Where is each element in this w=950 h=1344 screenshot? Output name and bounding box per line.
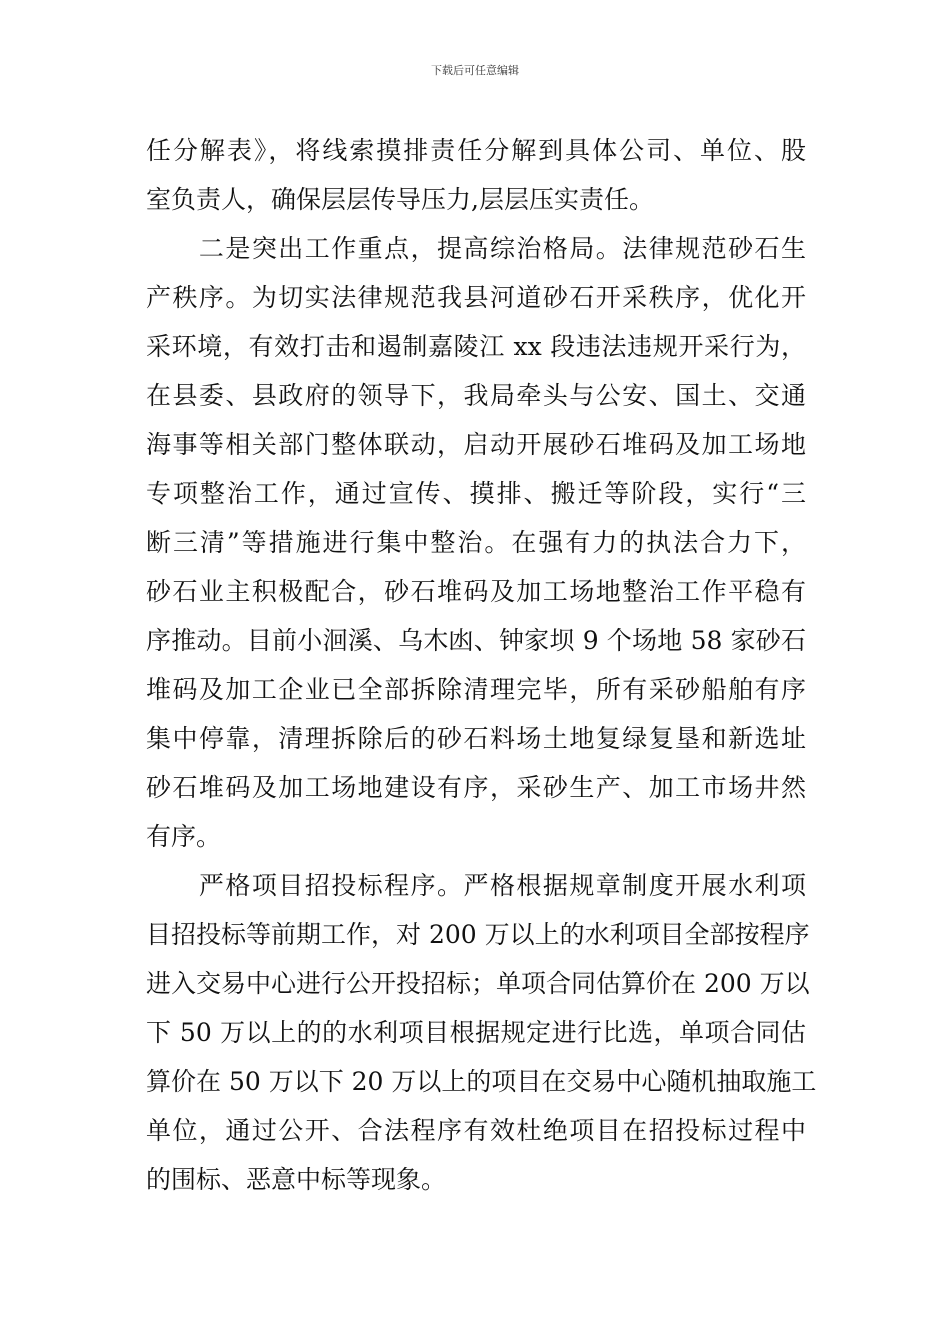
text-line: 二是突出工作重点，提高综治格局。法律规范砂石生: [146, 234, 806, 263]
text-line: 任分解表》，将线索摸排责任分解到具体公司、单位、股: [146, 136, 806, 165]
text-line: 在县委、县政府的领导下，我局牵头与公安、国土、交通: [146, 381, 806, 410]
text-line: 室负责人，确保层层传导压力,层层压实责任。: [146, 185, 654, 214]
text-line: 采环境，有效打击和遏制嘉陵江 xx 段违法违规开采行为，: [146, 332, 806, 361]
text-line: 海事等相关部门整体联动，启动开展砂石堆码及加工场地: [146, 430, 806, 459]
text-line: 集中停靠，清理拆除后的砂石料场土地复绿复垦和新选址: [146, 724, 806, 753]
text-line: 的围标、恶意中标等现象。: [146, 1165, 447, 1194]
document-body: [146, 126, 817, 1204]
text-line: 单位，通过公开、合法程序有效杜绝项目在招投标过程中: [146, 1116, 806, 1145]
text-line: 序推动。目前小洄溪、乌木凼、钟家坝 9 个场地 58 家砂石: [146, 626, 806, 655]
text-line: 断三清”等措施进行集中整治。在强有力的执法合力下，: [146, 528, 806, 557]
text-line: 砂石业主积极配合，砂石堆码及加工场地整治工作平稳有: [146, 577, 806, 606]
text-line: 有序。: [146, 822, 222, 851]
text-line: 进入交易中心进行公开投招标；单项合同估算价在 200 万以: [146, 969, 810, 998]
text-line: 专项整治工作，通过宣传、摸排、搬迁等阶段，实行“三: [146, 479, 806, 508]
text-line: 目招投标等前期工作，对 200 万以上的水利项目全部按程序: [146, 920, 810, 949]
text-line: 砂石堆码及加工场地建设有序，采砂生产、加工市场井然: [146, 773, 806, 802]
text-line: 下 50 万以上的的水利项目根据规定进行比选，单项合同估: [146, 1018, 806, 1047]
page-header-note: 下载后可任意编辑: [431, 64, 519, 77]
text-line: 算价在 50 万以下 20 万以上的项目在交易中心随机抽取施工: [146, 1067, 817, 1096]
text-line: 产秩序。为切实法律规范我县河道砂石开采秩序，优化开: [146, 283, 806, 312]
text-line: 严格项目招投标程序。严格根据规章制度开展水利项: [146, 871, 806, 900]
text-line: 堆码及加工企业已全部拆除清理完毕，所有采砂船舶有序: [146, 675, 806, 704]
